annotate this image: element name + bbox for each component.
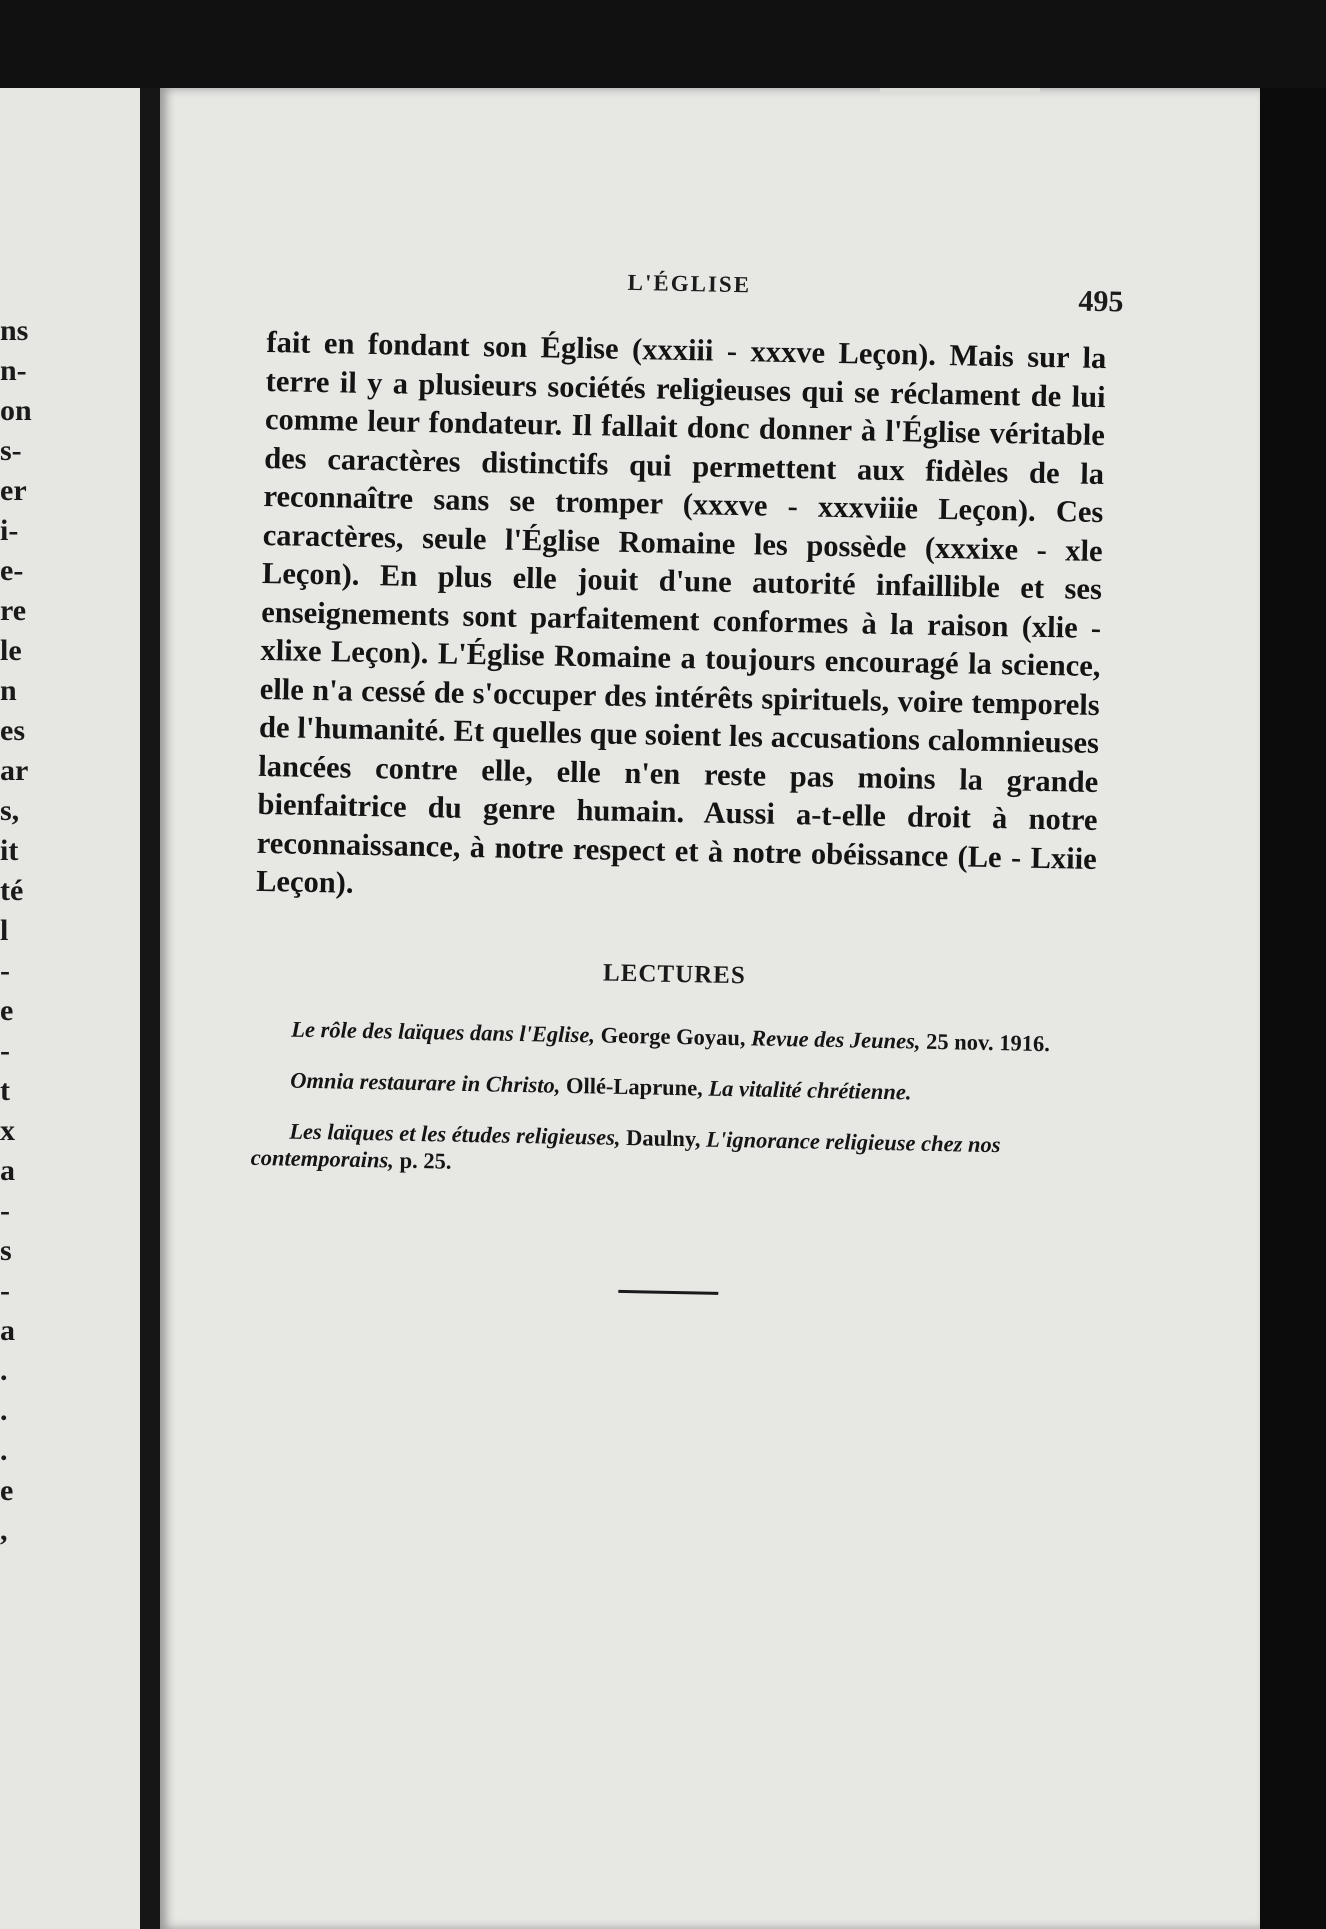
end-rule xyxy=(618,1289,718,1294)
reference-title: Les laïques et les études religieuses, xyxy=(289,1118,621,1150)
reference-author: George Goyau, xyxy=(600,1022,746,1050)
facing-page-fragment: s xyxy=(0,1234,12,1267)
page-content xyxy=(248,263,1124,1301)
facing-page-fragment: e- xyxy=(0,554,24,587)
reference-source: L'ignorance religieuse chez nos contemporains, xyxy=(250,1126,1001,1173)
facing-page-fragment: . xyxy=(0,1394,8,1427)
facing-page-margin xyxy=(0,88,148,1929)
facing-page-fragment: le xyxy=(0,634,22,667)
reference-title: Le rôle des laïques dans l'Eglise, xyxy=(291,1016,596,1047)
lecture-reference xyxy=(253,1014,1093,1057)
lecture-reference xyxy=(251,1116,1092,1186)
facing-page-fragment: x xyxy=(0,1114,15,1147)
facing-page-fragment: ns xyxy=(0,314,29,347)
page-outer-edge xyxy=(1260,88,1326,1929)
facing-page-fragment: a xyxy=(0,1314,15,1347)
facing-page-fragment: re xyxy=(0,594,27,627)
body-paragraph: fait en fondant son Église (xxxiii - xxxve Leçon). Mais sur la terre il y a plusieurs sociétés religieuses qui se réclament de lui comme leur fondateur. Il fallait donc donner à l'Église véritable des caractères distinctifs qui permettent aux fidèles de la reconnaître sans se tromper (xxxve - xxxviiie Leçon). Ces caractères, seule l'Église Romaine les possède (xxxixe - xle Leçon). En plus elle jouit d'une autorité infaillible et ses enseignements sont parfaitement conformes à la raison (xlie - xlixe Leçon). L'Église Romaine a toujours encouragé la science, elle n'a cessé de s'occuper des intérêts spirituels, voire temporels de l'humanité. Et quelles que soient les accusations calomnieuses lancées contre elle, elle n'en reste pas moins la grande bienfaitrice du genre humain. Aussi a-t-elle droit à notre reconnaissance, à notre respect et à notre obéissance (Le - Lxiie Leçon). xyxy=(255,324,1107,900)
facing-page-fragment: - xyxy=(0,1274,10,1307)
facing-page-fragment: e xyxy=(0,994,14,1027)
facing-page-fragment: t xyxy=(0,1074,10,1107)
reference-title: Omnia restaurare in Christo, xyxy=(290,1067,561,1098)
running-head-title: L'ÉGLISE xyxy=(627,269,752,298)
facing-page-fragment: er xyxy=(0,474,27,507)
facing-page-fragment: a xyxy=(0,1154,15,1187)
facing-page-fragment: e xyxy=(0,1474,14,1507)
facing-page-fragment: on xyxy=(0,394,32,427)
book-page xyxy=(160,88,1260,1929)
reference-source: Revue des Jeunes, xyxy=(750,1024,921,1054)
facing-page-fragment: s, xyxy=(0,794,20,827)
facing-page-fragment: es xyxy=(0,714,25,747)
page-number: 495 xyxy=(1078,284,1124,319)
facing-page-fragment: n- xyxy=(0,354,27,387)
reference-details: p. 25. xyxy=(399,1147,452,1174)
reference-source: La vitalité chrétienne. xyxy=(708,1075,912,1105)
facing-page-fragment: l xyxy=(0,914,9,947)
facing-page-fragment: n xyxy=(0,674,17,707)
reference-author: Ollé-Laprune, xyxy=(565,1072,704,1100)
facing-page-fragment: té xyxy=(0,874,24,907)
page-top-edge xyxy=(880,88,1040,94)
facing-page-fragment: s- xyxy=(0,434,22,467)
lectures-heading: LECTURES xyxy=(602,959,747,989)
reference-details: 25 nov. 1916. xyxy=(925,1028,1051,1056)
facing-page-fragment: . xyxy=(0,1434,8,1467)
facing-page-fragment: - xyxy=(0,954,10,987)
facing-page-fragment: - xyxy=(0,1194,10,1227)
lecture-reference xyxy=(252,1065,1092,1108)
book-spine xyxy=(140,88,162,1929)
facing-page-fragment: - xyxy=(0,1034,10,1067)
facing-page-fragment: it xyxy=(0,834,19,867)
facing-page-fragment: , xyxy=(0,1514,8,1547)
facing-page-fragment: . xyxy=(0,1354,8,1387)
facing-page-fragment: i- xyxy=(0,514,19,547)
reference-author: Daulny, xyxy=(625,1124,701,1151)
facing-page-fragment: ar xyxy=(0,754,29,787)
